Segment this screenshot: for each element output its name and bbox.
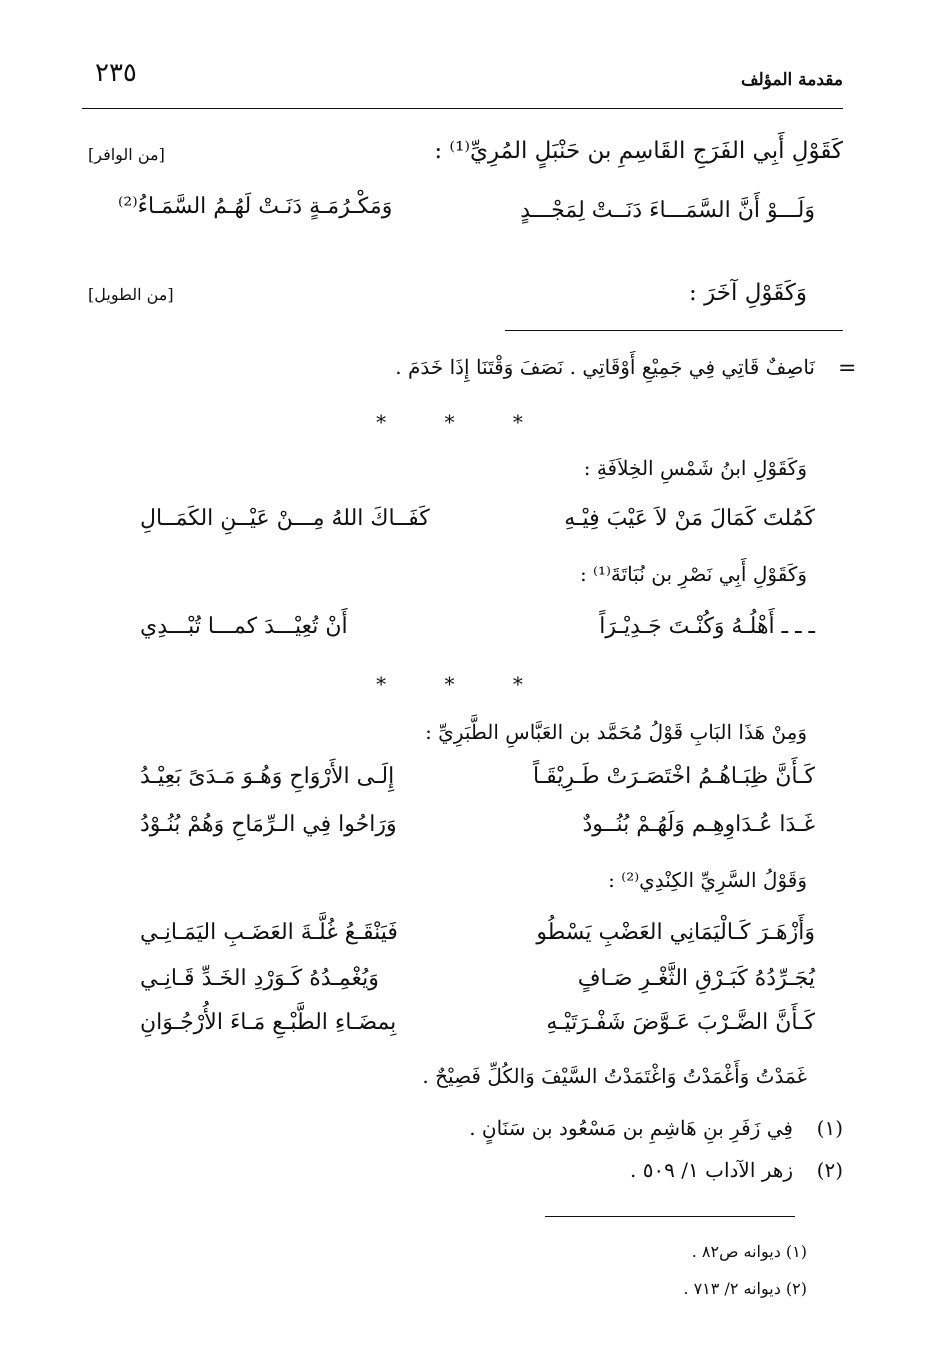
page-number: ٢٣٥ bbox=[95, 58, 137, 88]
verse-intro-3: وَكَقَوْلِ ابنُ شَمْسِ الخِلاَفَةِ : bbox=[583, 456, 807, 480]
continuation-marker: = bbox=[838, 356, 857, 381]
verse-hemistich-right: كَـأَنَّ الضَّـرْبَ عَـوَّضَ شَفْـرَتَيْـهِ bbox=[546, 1010, 815, 1035]
verse-hemistich-left: وَرَاحُوا فِي الـرِّمَاحِ وَهُمْ بُنُـوْدُ bbox=[140, 812, 397, 837]
verse-intro-4: وَكَقَوْلِ أَبِي نَصْرِ بن نُبَاتَةَ⁽¹⁾ : bbox=[579, 562, 807, 586]
verse-intro-2: وَكَقَوْلِ آخَرَ : bbox=[689, 280, 807, 306]
running-title: مقدمة المؤلف bbox=[740, 70, 843, 90]
verse-hemistich-left: فَيَنْقَـعُ غُلَّـةَ العَضَـبِ اليَمَـانِـي bbox=[140, 920, 398, 945]
verse-hemistich-right: كَـأَنَّ ظِبَـاهُـمُ اخْتَصَـرَتْ طَـرِيْقَـاً bbox=[533, 764, 815, 789]
note-text: فِي زَفَرِ بنِ هَاشِمِ بن مَسْعُود بن سَنَانٍ . bbox=[469, 1116, 793, 1140]
verse-hemistich-right: يُجَـرِّدُهُ كَبَـرْقِ الثَّغْـرِ صَـافٍ bbox=[577, 966, 815, 991]
verse-hemistich-left: وَيُغْمِـدُهُ كَـوَرْدِ الخَـدِّ قَـانِـي bbox=[140, 966, 379, 991]
section-rule bbox=[505, 330, 843, 331]
separator: * * * bbox=[376, 672, 549, 696]
verse-hemistich-right: غَـدَا عُـدَاوِهِـم وَلَهُـمْ بُنُــودٌ bbox=[582, 812, 815, 837]
continuation-text: نَاصِفٌ قَاتِي فِي جَمِيْعِ أَوْقَاتِي . نَصَفَ وَقْتَنَا إِذَا خَدَمَ . bbox=[395, 355, 815, 379]
verse-intro-1: كَقَوْلِ أَبِي الفَرَجِ القَاسِمِ بن حَنْبَلٍ المُرِيِّ⁽¹⁾ : bbox=[434, 138, 843, 164]
footnote: (١) ديوانه ص٨٢ . bbox=[691, 1242, 807, 1261]
header-rule bbox=[82, 108, 843, 109]
verse-hemistich-right: ـ ـ ـ أَهْلُـهُ وَكُنْـتَ جَـدِيْـرَاً bbox=[599, 614, 815, 639]
verse-intro-5: وَمِنْ هَذَا البَابِ قَوْلُ مُحَمَّد بن العَبَّاسِ الطَّبَرِيِّ : bbox=[425, 720, 807, 744]
verse-hemistich-left: كَفَــاكَ اللهُ مِـــنْ عَيْــنِ الكَمَــالِ bbox=[140, 506, 430, 531]
note-number: (١) bbox=[816, 1116, 843, 1140]
meter-label-1: [من الوافر] bbox=[88, 145, 165, 164]
separator: * * * bbox=[376, 410, 549, 434]
verse-hemistich-left: أَنْ تُعِيْـــدَ كمـــا تُبْـــدِي bbox=[140, 614, 348, 639]
verse-hemistich-left: بِمضَـاءِ الطَّبْـعِ مَـاءَ الأُرْجُـوَانِ bbox=[140, 1010, 397, 1035]
verse-hemistich-left: وَمَكْـرُمَـةٍ دَنَـتْ لَهُـمُ السَّمَـاءُ⁽²⁾ bbox=[118, 194, 393, 219]
verse-hemistich-right: وَأَزْهَـرَ كَـالْيَمَانِي العَضْبِ يَسْطُو bbox=[536, 920, 815, 945]
note-text: زهر الآداب ١/ ٥٠٩ . bbox=[629, 1158, 793, 1182]
footnote-rule bbox=[545, 1216, 795, 1217]
verse-hemistich-right: وَلَـــوْ أَنَّ السَّمَـــاءَ دَنَــتْ لِمَجْـــدٍ bbox=[520, 198, 815, 223]
meter-label-2: [من الطويل] bbox=[88, 285, 174, 304]
verse-hemistich-right: كَمُلتَ كَمَالَ مَنْ لاَ عَيْبَ فِيْـهِ bbox=[564, 506, 815, 531]
note-number: (٢) bbox=[816, 1158, 843, 1182]
closing-remark: غَمَدْتُ وَأَغْمَدْتُ وَاغْتَمَدْتُ السَّيْفَ وَالكُلِّ فَصِيْحٌ . bbox=[422, 1064, 807, 1088]
verse-intro-6: وَقَوْلُ السَّرِيِّ الكِنْدِي⁽²⁾ : bbox=[608, 868, 807, 892]
verse-hemistich-left: إِلَـى الأَرْوَاحِ وَهُـوَ مَـدَىً بَعِيْـدُ bbox=[140, 764, 395, 789]
footnote: (٢) ديوانه ٢/ ٧١٣ . bbox=[683, 1279, 807, 1298]
